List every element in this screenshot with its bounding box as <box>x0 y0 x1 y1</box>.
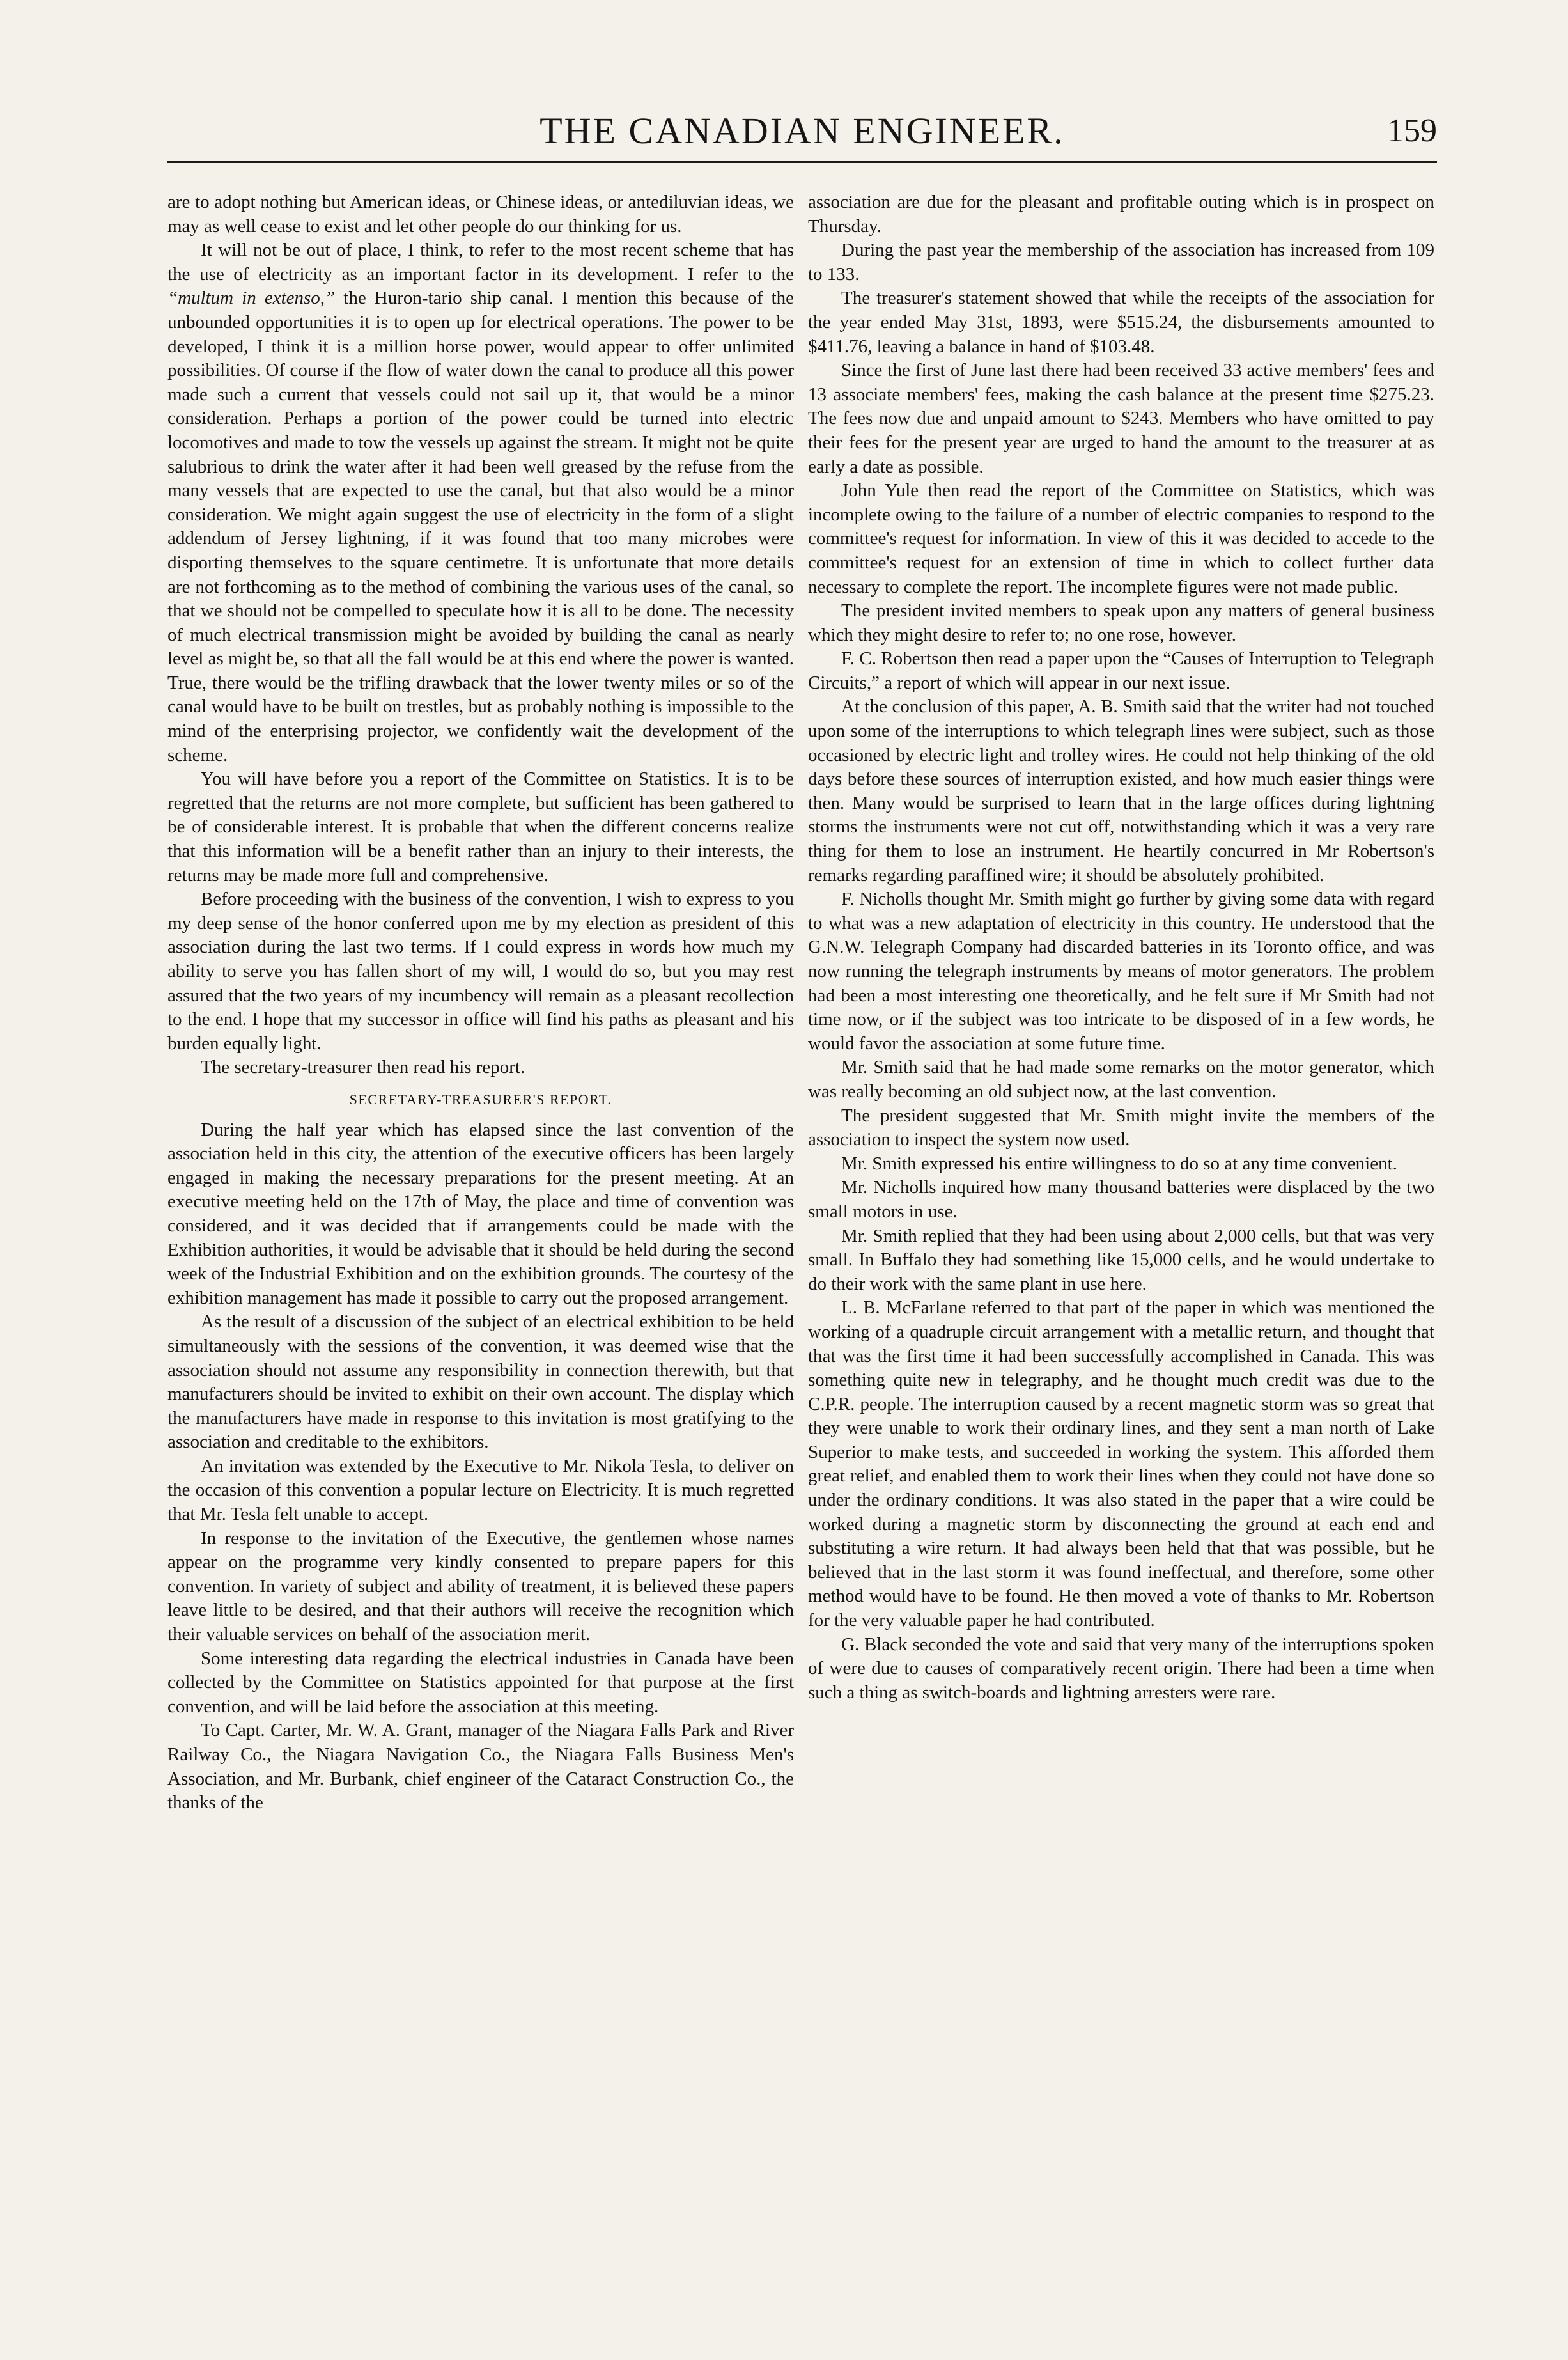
paragraph: G. Black seconded the vote and said that very many of the interruptions spoken of were due to causes of comparatively recent origin. There had been a time when such a thing as switch-boards and lightning arresters were rare. <box>808 1634 1434 1703</box>
paragraph-text: It will not be out of place, I think, to refer to the most recent scheme that has the use of electricity as an important factor in its development. I refer to the <box>167 240 794 285</box>
paragraph: association are due for the pleasant and profitable outing which is in prospect on Thursday. <box>808 192 1434 237</box>
paragraph: John Yule then read the report of the Committee on Statistics, which was incomplete owing to the failure of a number of electric companies to respond to the committee's request for information. In view of this it was decided to accede to the committee's request for an extension of time in which to collect further data necessary to complete the report. The incomplete figures were not made public. <box>808 480 1434 597</box>
paragraph: Mr. Nicholls inquired how many thousand batteries were displaced by the two small motors in use. <box>808 1177 1434 1222</box>
paragraph: Mr. Smith replied that they had been using about 2,000 cells, but that was very small. In Buffalo they had something like 15,000 cells, and he would undertake to do their work with the same plant in use here. <box>808 1225 1434 1294</box>
paragraph: The president suggested that Mr. Smith might invite the members of the association to inspect the system now used. <box>808 1105 1434 1150</box>
paragraph-text: the Huron-tario ship canal. I mention this because of the unbounded opportunities it is to open up for electrical operations. The power to be developed, I think it is a million horse power, would appear to offer unlimited possibilities. Of course if the flow of water down the canal to produce all this power made such a current that vessels could not sail up it, that would be a minor consideration. Perhaps a portion of the power could be turned into electric locomotives and made to tow the vessels up against the stream. It might not be quite salubrious to drink the water after it had been well greased by the refuse from the many vessels that are expected to use the canal, but that also would be a minor consideration. We might again suggest the use of electricity in the form of a slight addendum of Jersey lightning, if it was found that too many microbes were disporting themselves to the square centimetre. It is unfortunate that more details are not forthcoming as to the method of combining the various uses of the canal, so that we should not be compelled to speculate how it is all to be done. The necessity of much electrical transmission might be avoided by building the canal as nearly level as might be, so that all the fall would be at this end where the power is wanted. True, there would be the trifling drawback that the lower twenty miles or so of the canal would have to be built on trestles, but as probably nothing is impossible to the mind of the enterprising projector, we confidently wait the development of the scheme. <box>167 288 794 765</box>
paragraph <box>167 238 794 767</box>
paragraph: To Capt. Carter, Mr. W. A. Grant, manager of the Niagara Falls Park and River Railway Co., the Niagara Navigation Co., the Niagara Falls Business Men's Association, and Mr. Burbank, chief engineer of the Cataract Construction Co., the thanks of the <box>167 1720 794 1813</box>
paragraph: During the half year which has elapsed since the last convention of the association held in this city, the attention of the executive officers has been largely engaged in making the necessary preparations for the present meeting. At an executive meeting held on the 17th of May, the place and time of convention was considered, and it was decided that if arrangements could be made with the Exhibition authorities, it would be advisable that it should be held during the second week of the Industrial Exhibition and on the exhibition grounds. The courtesy of the exhibition management has made it possible to carry out the proposed arrangement. <box>167 1119 794 1308</box>
right-column <box>808 191 1434 2333</box>
paragraph: As the result of a discussion of the subject of an electrical exhibition to be held simultaneously with the sessions of the convention, it was deemed wise that the association should not assume any responsibility in connection therewith, but that manufacturers should be invited to exhibit on their own account. The display which the manufacturers have made in response to this invitation is most gratifying to the association and creditable to the exhibitors. <box>167 1311 794 1453</box>
latin-phrase: “multum in extenso,” <box>167 288 336 309</box>
paragraph: You will have before you a report of the Committee on Statistics. It is to be regretted that the returns are not more complete, but sufficient has been gathered to be of considerable interest. It is probable that when the different concerns realize that this information will be a benefit rather than an injury to their interests, the returns may be made more full and comprehensive. <box>167 769 794 886</box>
paragraph: At the conclusion of this paper, A. B. Smith said that the writer had not touched upon some of the interruptions to which telegraph lines were subject, such as those occasioned by electric light and trolley wires. He could not help thinking of the old days before these sources of interruption existed, and how much easier things were then. Many would be surprised to learn that in the large offices during lightning storms the instruments were not cut off, notwithstanding which it was a very rare thing for them to lose an instrument. He heartily concurred in Mr Robertson's remarks regarding paraffined wire; it should be absolutely prohibited. <box>808 696 1434 886</box>
left-column <box>167 191 794 2333</box>
paragraph: The treasurer's statement showed that while the receipts of the association for the year ended May 31st, 1893, were $515.24, the disbursements amounted to $411.76, leaving a balance in hand of $103.48. <box>808 288 1434 357</box>
section-heading: SECRETARY-TREASURER'S REPORT. <box>349 1091 612 1107</box>
paragraph: L. B. McFarlane referred to that part of the paper in which was mentioned the working of a quadruple circuit arrangement with a metallic return, and thought that that was the first time it had been successfully accomplished in Canada. This was something quite new in telegraphy, and he thought much credit was due to the C.P.R. people. The interruption caused by a recent magnetic storm was so great that they were unable to work their ordinary lines, and they sent a man north of Lake Superior to make tests, and succeeded in working the system. This afforded them great relief, and enabled them to work their lines when they could not have done so under the ordinary conditions. It was also stated in the paper that a wire could be worked during a magnetic storm by disconnecting the ground at each end and substituting a wire return. It had always been held that that was possible, but he believed that in the last storm it was found ineffectual, and therefore, some other method would have to be found. He then moved a vote of thanks to Mr. Robertson for the very valuable paper he had contributed. <box>808 1297 1434 1631</box>
paragraph: are to adopt nothing but American ideas, or Chinese ideas, or antediluvian ideas, we may as well cease to exist and let other people do our thinking for us. <box>167 192 794 237</box>
paragraph: The secretary-treasurer then read his report. <box>201 1057 525 1078</box>
paragraph: The president invited members to speak upon any matters of general business which they might desire to refer to; no one rose, however. <box>808 600 1434 645</box>
page-header <box>167 109 1437 153</box>
paragraph: F. Nicholls thought Mr. Smith might go further by giving some data with regard to what was a new adaptation of electricity in this country. He understood that the G.N.W. Telegraph Company had discarded batteries in its Toronto office, and was now running the telegraph instruments by means of motor generators. The problem had been a most interesting one theoretically, and he felt sure if Mr Smith had not time now, or if the subject was too intricate to be disposed of in a few words, he would favor the association at some future time. <box>808 889 1434 1054</box>
paragraph: Since the first of June last there had been received 33 active members' fees and 13 associate members' fees, making the cash balance at the present time $275.23. The fees now due and unpaid amount to $243. Members who have omitted to pay their fees for the present year are urged to hand the amount to the treasurer at as early a date as possible. <box>808 360 1434 477</box>
paragraph: Mr. Smith expressed his entire willingness to do so at any time convenient. <box>841 1153 1397 1174</box>
paragraph: Mr. Smith said that he had made some remarks on the motor generator, which was really becoming an old subject now, at the last convention. <box>808 1057 1434 1102</box>
paragraph: In response to the invitation of the Executive, the gentlemen whose names appear on the programme very kindly consented to prepare papers for this convention. In variety of subject and ability of treatment, it is believed these papers leave little to be desired, and that their authors will receive the recognition which their valuable services on behalf of the association merit. <box>167 1528 794 1645</box>
paragraph: Before proceeding with the business of the convention, I wish to express to you my deep sense of the honor conferred upon me by my election as president of this association during the last two terms. If I could express in words how much my ability to serve you has fallen short of my will, I would do so, but you may rest assured that the two years of my incumbency will remain as a pleasant recollection to the end. I hope that my successor in office will find his paths as pleasant and his burden equally light. <box>167 889 794 1054</box>
page-number: 159 <box>1387 113 1437 149</box>
paragraph: During the past year the membership of the association has increased from 109 to 133. <box>808 240 1434 285</box>
paragraph: Some interesting data regarding the electrical industries in Canada have been collected by the Committee on Statistics appointed for that purpose at the first convention, and will be laid before the association at this meeting. <box>167 1648 794 1717</box>
paragraph: F. C. Robertson then read a paper upon the “Causes of Interruption to Telegraph Circuits,” a report of which will appear in our next issue. <box>808 648 1434 693</box>
paragraph: An invitation was extended by the Executive to Mr. Nikola Tesla, to deliver on the occasion of this convention a popular lecture on Electricity. It is much regretted that Mr. Tesla felt unable to accept. <box>167 1455 794 1525</box>
header-rule <box>167 161 1437 166</box>
publication-title: THE CANADIAN ENGINEER. <box>539 110 1065 152</box>
